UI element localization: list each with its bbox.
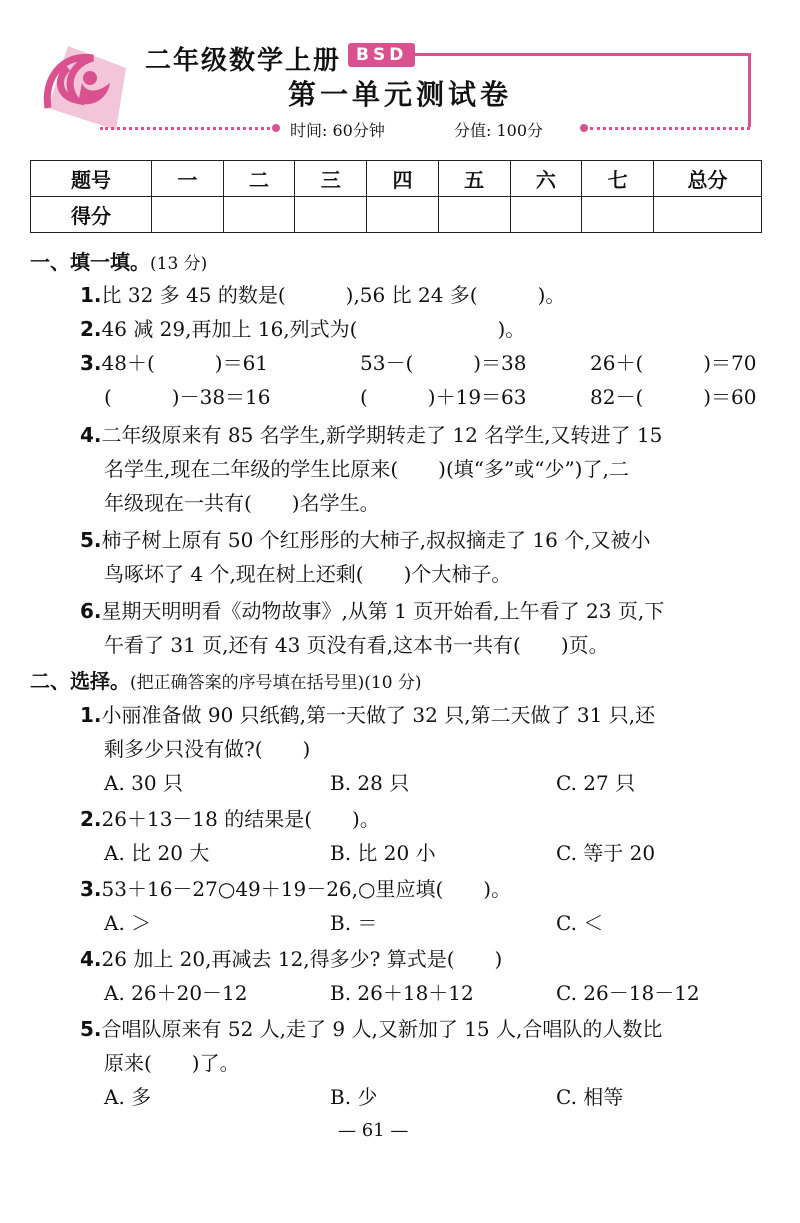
mc-question-2 xyxy=(80,802,380,836)
option-a: A. 多 xyxy=(104,1085,152,1109)
option-c: C. 27 只 xyxy=(556,771,636,795)
question-number: 1. xyxy=(80,283,102,307)
option-b: B. 少 xyxy=(330,1085,378,1109)
score-cell[interactable] xyxy=(295,197,367,233)
total-score: 分值: 100分 xyxy=(454,121,544,140)
header-dotted-rule-right xyxy=(590,127,750,134)
question-6 xyxy=(80,594,664,628)
question-number: 1. xyxy=(80,703,102,727)
table-cell: 六 xyxy=(510,161,582,197)
question-text: 合唱队原来有 52 人,走了 9 人,又新加了 15 人,合唱队的人数比 xyxy=(101,1017,663,1041)
question-text: 比 32 多 45 的数是( ),56 比 24 多( )。 xyxy=(101,283,566,307)
table-cell: 三 xyxy=(295,161,367,197)
question-text: 星期天明明看《动物故事》,从第 1 页开始看,上午看了 23 页,下 xyxy=(101,599,665,623)
question-text: 26 加上 20,再减去 12,得多少? 算式是( ) xyxy=(101,947,503,971)
question-3 xyxy=(80,346,268,380)
question-number: 2. xyxy=(80,317,102,341)
page-title: 第一单元测试卷 xyxy=(288,78,513,111)
equation: ( )＋19＝63 xyxy=(360,385,527,409)
option-c: C. ＜ xyxy=(556,911,604,935)
question-1 xyxy=(80,278,565,312)
table-row xyxy=(31,161,762,197)
question-number: 5. xyxy=(80,528,102,552)
mc-question-5 xyxy=(80,1012,662,1046)
equation: 48＋( )＝61 xyxy=(101,351,269,375)
score-cell[interactable] xyxy=(510,197,582,233)
section-title: 二、选择。 xyxy=(30,669,130,693)
score-cell[interactable] xyxy=(367,197,439,233)
option-a: A. 26＋20－12 xyxy=(104,981,248,1005)
series-title: 二年级数学上册 xyxy=(145,46,342,76)
table-cell: 总分 xyxy=(654,161,762,197)
section-points: (13 分) xyxy=(150,254,208,274)
table-cell: 七 xyxy=(582,161,654,197)
mc-question-4 xyxy=(80,942,502,976)
question-text: 午看了 31 页,还有 43 页没有看,这本书一共有( )页。 xyxy=(104,633,609,657)
question-number: 4. xyxy=(80,423,102,447)
score-cell[interactable] xyxy=(654,197,762,233)
score-cell[interactable] xyxy=(223,197,295,233)
option-a: A. ＞ xyxy=(104,911,152,935)
section-heading xyxy=(30,246,207,275)
table-row xyxy=(31,197,762,233)
question-2 xyxy=(80,312,525,346)
question-text: 二年级原来有 85 名学生,新学期转走了 12 名学生,又转进了 15 xyxy=(101,423,663,447)
option-b: B. 26＋18＋12 xyxy=(330,981,474,1005)
option-c: C. 等于 20 xyxy=(556,841,656,865)
question-text: 柿子树上原有 50 个红彤彤的大柿子,叔叔摘走了 16 个,又被小 xyxy=(101,528,651,552)
score-cell[interactable] xyxy=(582,197,654,233)
score-cell[interactable] xyxy=(152,197,224,233)
time-limit: 时间: 60分钟 xyxy=(290,121,385,140)
table-cell: 五 xyxy=(438,161,510,197)
header-dot xyxy=(580,124,588,132)
equation: ( )－38＝16 xyxy=(104,385,271,409)
question-text: 53＋16－27○49＋19－26,○里应填( )。 xyxy=(101,877,512,901)
question-number: 3. xyxy=(80,877,102,901)
question-text: 剩多少只没有做?( ) xyxy=(104,737,311,761)
table-cell: 二 xyxy=(223,161,295,197)
question-text: 46 减 29,再加上 16,列式为( )。 xyxy=(101,317,526,341)
question-number: 5. xyxy=(80,1017,102,1041)
option-c: C. 26－18－12 xyxy=(556,981,700,1005)
equation: 26＋( )＝70 xyxy=(590,351,757,375)
section-heading xyxy=(30,665,422,694)
page-number: — 61 — xyxy=(338,1120,409,1141)
question-number: 3. xyxy=(80,351,102,375)
table-cell: 四 xyxy=(367,161,439,197)
section-title: 一、填一填。 xyxy=(30,250,150,274)
score-table xyxy=(30,160,762,233)
equation: 82－( )＝60 xyxy=(590,385,757,409)
option-b: B. 比 20 小 xyxy=(330,841,436,865)
question-4 xyxy=(80,418,662,452)
question-number: 6. xyxy=(80,599,102,623)
question-number: 4. xyxy=(80,947,102,971)
section-instructions: (把正确答案的序号填在括号里)(10 分) xyxy=(130,673,422,693)
option-c: C. 相等 xyxy=(556,1085,624,1109)
swirl-logo-icon xyxy=(38,38,130,134)
header-rule-right xyxy=(748,53,751,127)
table-cell: 一 xyxy=(152,161,224,197)
header-rule-top xyxy=(405,53,750,56)
question-text: 鸟啄坏了 4 个,现在树上还剩( )个大柿子。 xyxy=(104,562,512,586)
edition-badge: BSD xyxy=(348,43,415,67)
option-a: A. 比 20 大 xyxy=(104,841,210,865)
table-cell: 得分 xyxy=(31,197,152,233)
option-b: B. ＝ xyxy=(330,911,378,935)
table-cell: 题号 xyxy=(31,161,152,197)
question-number: 2. xyxy=(80,807,102,831)
question-text: 26＋13－18 的结果是( )。 xyxy=(101,807,380,831)
question-text: 原来( )了。 xyxy=(104,1051,240,1075)
question-text: 小丽准备做 90 只纸鹤,第一天做了 32 只,第二天做了 31 只,还 xyxy=(101,703,656,727)
question-5 xyxy=(80,523,651,557)
option-b: B. 28 只 xyxy=(330,771,410,795)
score-cell[interactable] xyxy=(438,197,510,233)
mc-question-3 xyxy=(80,872,511,906)
equation: 53－( )＝38 xyxy=(360,351,527,375)
header-dot xyxy=(272,124,280,132)
question-text: 名学生,现在二年级的学生比原来( )(填“多”或“少”)了,二 xyxy=(104,457,629,481)
header-dotted-rule-left xyxy=(100,127,270,134)
question-text: 年级现在一共有( )名学生。 xyxy=(104,491,380,515)
mc-question-1 xyxy=(80,698,655,732)
option-a: A. 30 只 xyxy=(104,771,183,795)
